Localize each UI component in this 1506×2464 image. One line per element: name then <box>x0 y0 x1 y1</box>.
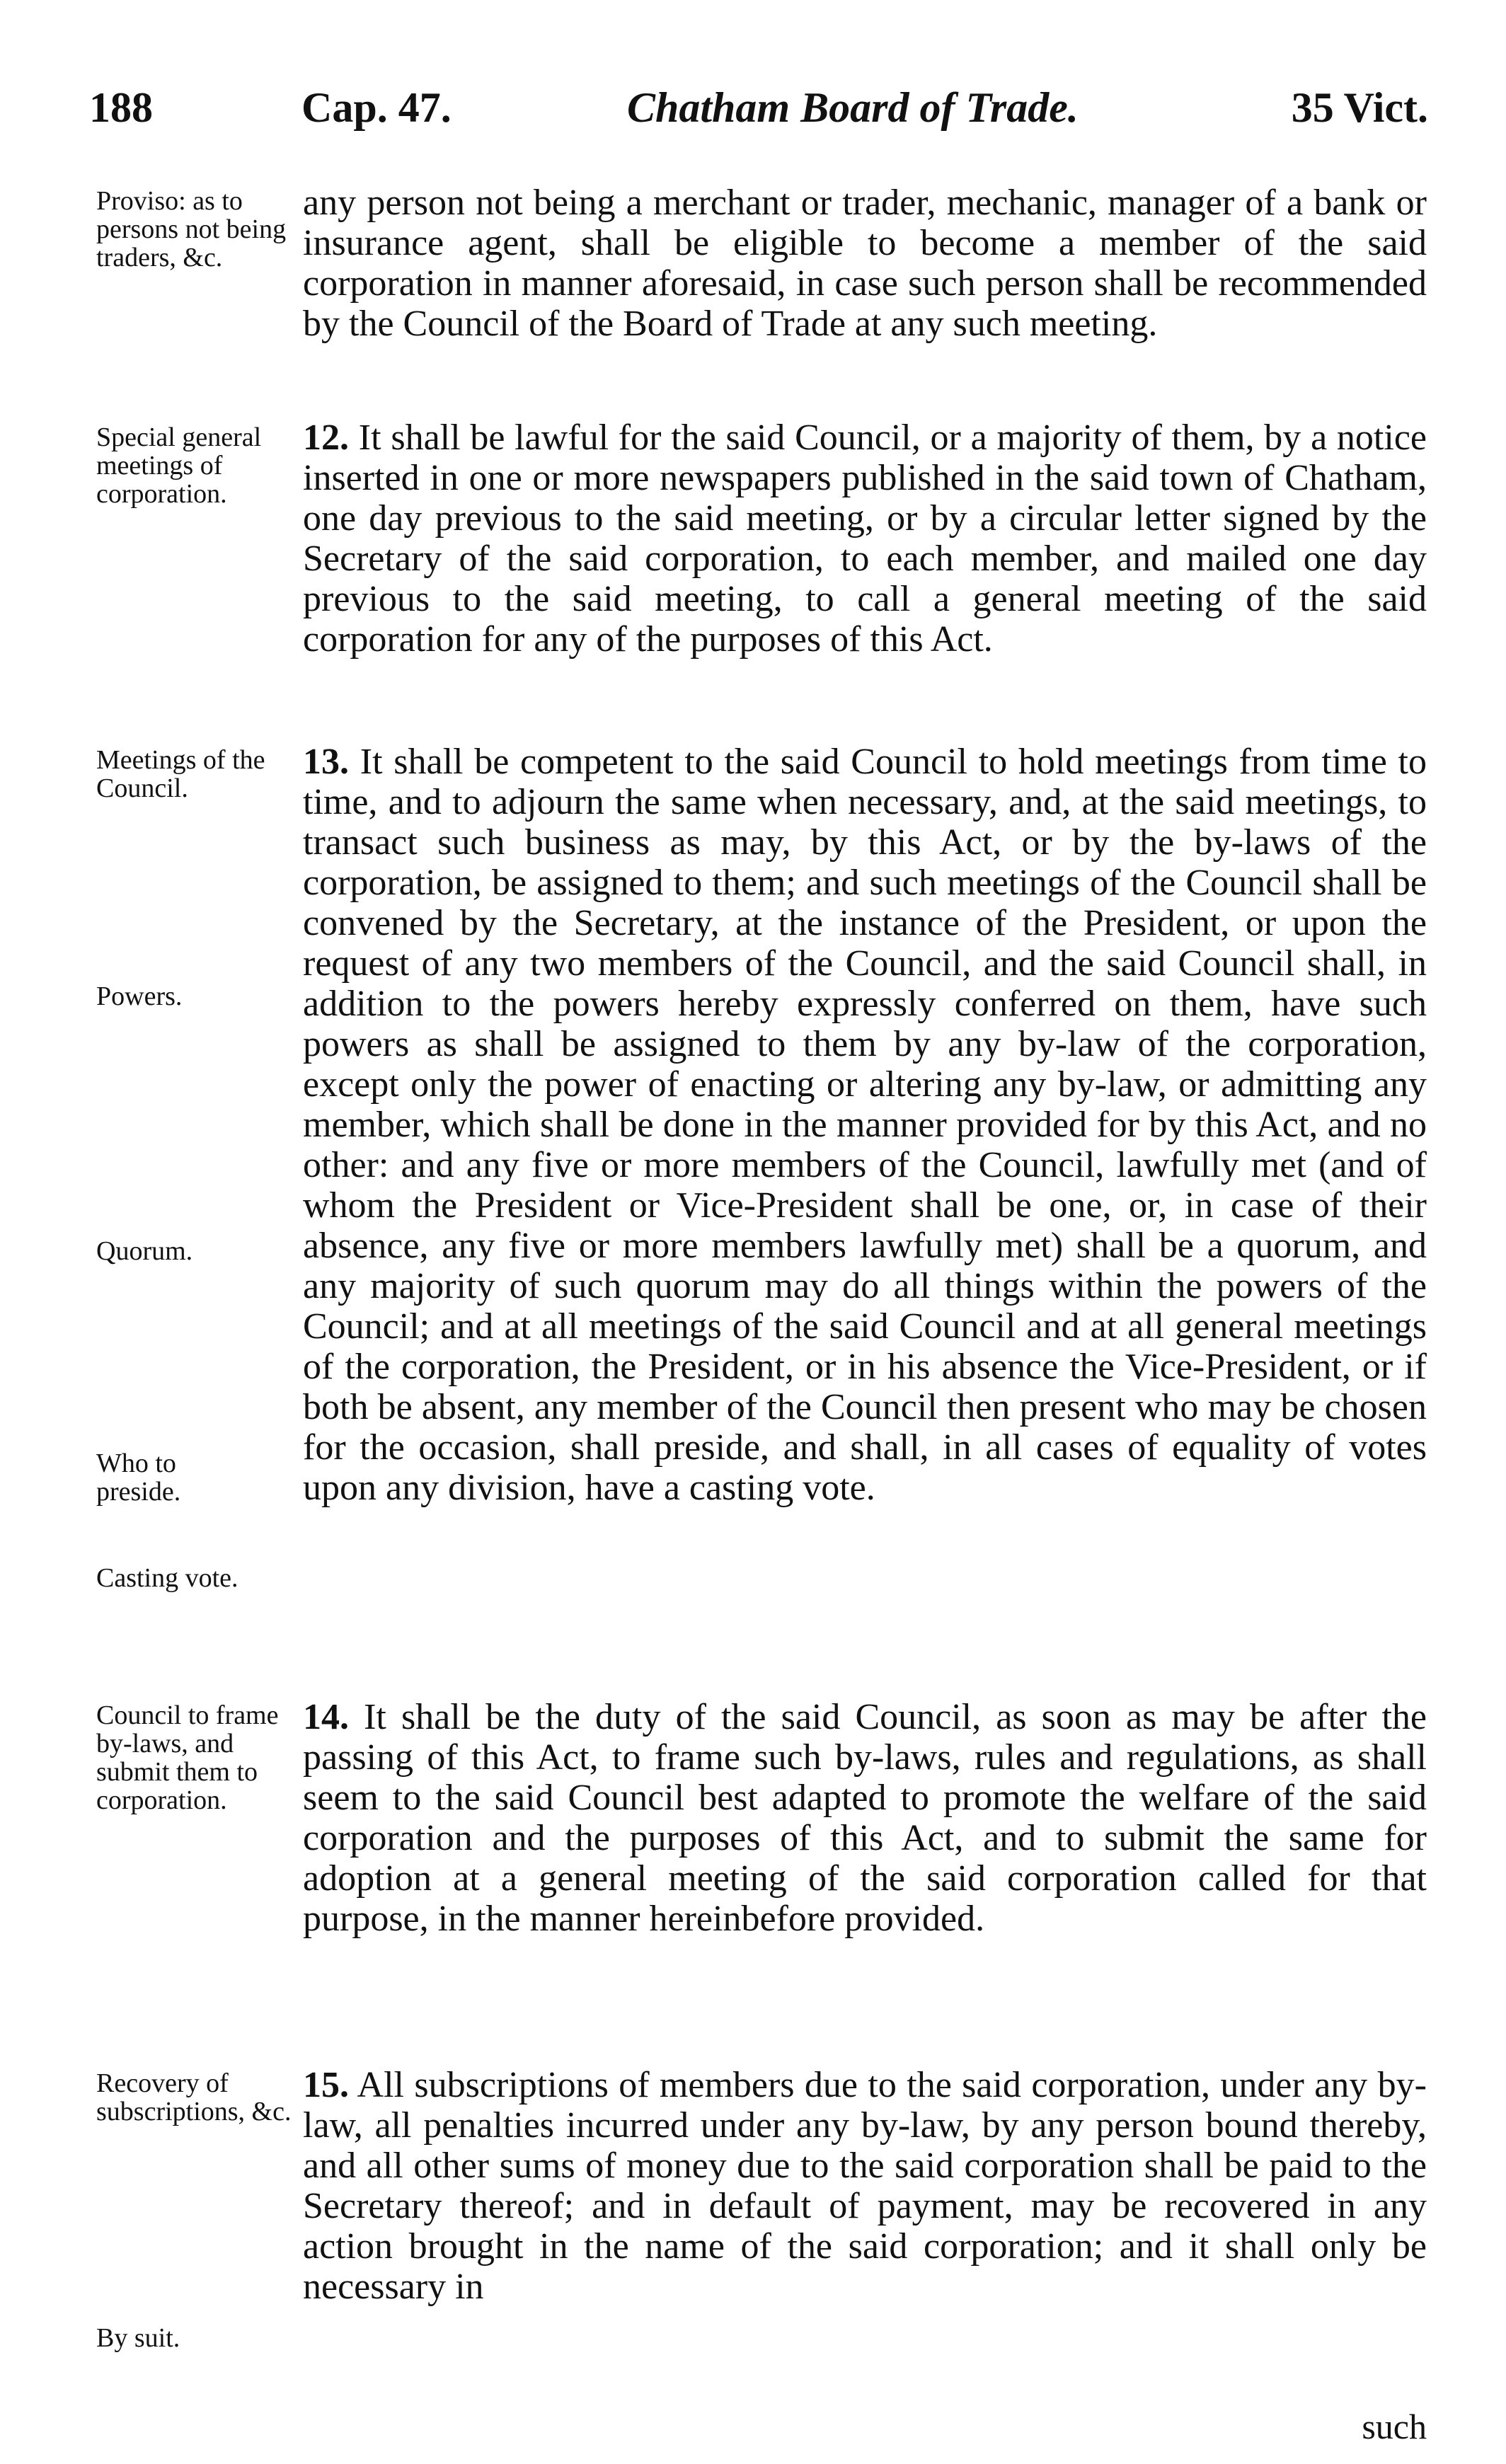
section-number: 15. <box>303 2065 349 2105</box>
margin-note: Powers. <box>96 981 183 1011</box>
section-body: It shall be competent to the said Council to hold meetings from time to time, and to adjourn the same when necessary, and, at the said meetings, to transact such business as may, by this Act, or by the by-laws of the corporation, be assigned to them; and such meetings of the Council shall be convened by the Secretary, at the instance of the President, or upon the request of any two members of the Council, and the said Council shall, in addition to the powers hereby expressly conferred on them, have such powers as shall be assigned to them by any by-law of the corporation, except only the power of enacting or altering any by-law, or admitting any member, which shall be done in the manner provided for by this Act, and no other: and any five or more members of the Council, lawfully met (and of whom the President or Vice-President shall be one, or, in case of their absence, any five or more members lawfully met) shall be a quorum, and any majority of such quorum may do all things within the powers of the Council; and at all meetings of the said Council and at all general meetings of the corporation, the President, or in his absence the Vice-President, or if both be absent, any member of the Council then present who may be chosen for the occasion, shall preside, and shall, in all cases of equality of votes upon any division, have a casting vote. <box>303 742 1427 1508</box>
chapter-number: Cap. 47. <box>301 84 452 131</box>
section-body: It shall be the duty of the said Council, as soon as may be after the passing of this Act, to frame such by-laws, rules and regulations, as shall seem to the said Council best adapted to promote the welfare of the said corporation and the purposes of this Act, and to submit the same for adoption at a general meeting of the said corporation called for that purpose, in the manner hereinbefore provided. <box>303 1697 1427 1939</box>
section-text <box>303 418 1427 660</box>
margin-note: Who to preside. <box>96 1449 181 1507</box>
section-text <box>303 2065 1427 2307</box>
section-number: 13. <box>303 742 349 782</box>
regnal-year: 35 Vict. <box>1291 84 1428 131</box>
section-body: It shall be lawful for the said Council, or a majority of them, by a notice inserted in one or more newspapers published in the said town of Chatham, one day previous to the said meeting, or by a circular letter signed by the Secretary of the said corporation, to each member, and mailed one day previous to the said meeting, to call a general meeting of the said corporation for any of the purposes of this Act. <box>303 418 1427 660</box>
section-text <box>303 742 1427 1508</box>
margin-note: Meetings of the Council. <box>96 745 265 803</box>
section-body: All subscriptions of members due to the said corporation, under any by-law, all penalties incurred under any by-law, by any person bound thereby, and all other sums of money due to the said corporation shall be paid to the Secretary thereof; and in default of payment, may be recovered in any action brought in the name of the said corporation; and it shall only be necessary in <box>303 2065 1427 2307</box>
page-number: 188 <box>89 84 153 131</box>
margin-note: Quorum. <box>96 1236 193 1266</box>
margin-note: Proviso: as to persons not being traders, &c. <box>96 186 287 272</box>
section-text <box>303 1697 1427 1939</box>
section-number: 14. <box>303 1697 349 1737</box>
margin-note: Special general meetings of corporation. <box>96 422 262 509</box>
act-title: Chatham Board of Trade. <box>627 84 1079 131</box>
margin-note: Council to frame by-laws, and submit them to corporation. <box>96 1700 279 1815</box>
running-header <box>89 84 1428 147</box>
section-text <box>303 183 1427 344</box>
margin-note: Recovery of subscriptions, &c. <box>96 2068 292 2126</box>
margin-note: By suit. <box>96 2323 180 2353</box>
margin-note: Casting vote. <box>96 1563 238 1593</box>
section-body: any person not being a merchant or trader, mechanic, manager of a bank or insurance agent, shall be eligible to become a member of the said corporation in manner aforesaid, in case such person shall be recommended by the Council of the Board of Trade at any such meeting. <box>303 183 1427 344</box>
section-number: 12. <box>303 418 349 458</box>
catchword: such <box>1362 2407 1427 2446</box>
